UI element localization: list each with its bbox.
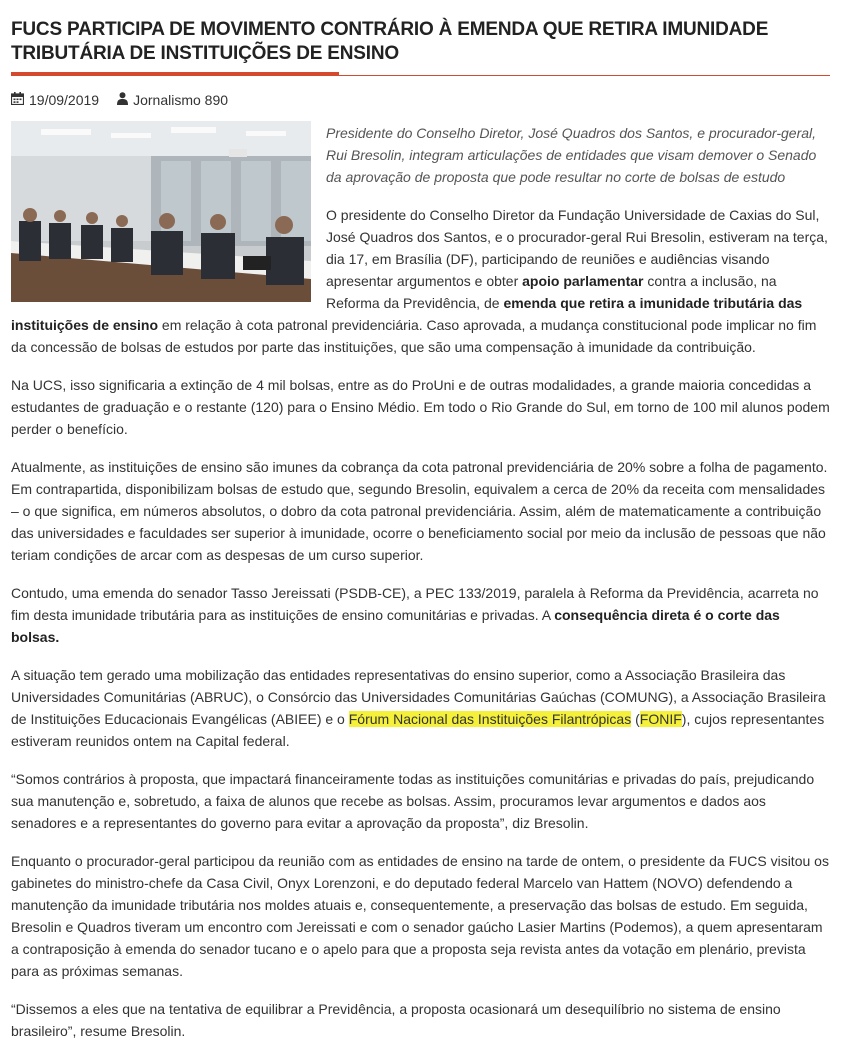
date-meta bbox=[11, 92, 99, 108]
p5-text-mid: ( bbox=[631, 711, 640, 727]
user-icon bbox=[117, 92, 128, 108]
article-body bbox=[11, 204, 831, 1058]
p1-text-b: contra a inclusão, na Reforma da Previdência, de bbox=[326, 273, 777, 311]
p1-text-a: O presidente do Conselho Diretor da Fundação Universidade de Caxias do Sul, José Quadros dos Santos, e o procurador-geral Rui Bresolin, estiveram na terça, dia 17, em Brasília (DF), participando de reuniões e audiências visando apresentar argumentos e obter bbox=[326, 207, 828, 289]
article-author: Jornalismo 890 bbox=[133, 92, 229, 108]
author-meta bbox=[117, 92, 228, 108]
p1-bold-a: apoio parlamentar bbox=[522, 273, 644, 289]
paragraph-2: Na UCS, isso significaria a extinção de 4 mil bolsas, entre as do ProUni e de outras modalidades, a grande maioria concedidas a estudantes de graduação e o restante (120) para o Ensino Médio. Em todo o Rio Grande do Sul, em torno de 100 mil alunos podem perder o benefício. bbox=[11, 377, 830, 437]
p1-text-c: em relação à cota patronal previdenciária. Caso aprovada, a mudança constitucional pode implicar no fim da concessão de bolsas de estudos por parte das instituições, que são uma compensação à imunidade da contribuição. bbox=[11, 317, 817, 355]
paragraph-4 bbox=[11, 582, 831, 648]
p4-text: Contudo, uma emenda do senador Tasso Jereissati (PSDB-CE), a PEC 133/2019, paralela à Reforma da Previdência, acarreta no fim desta imunidade tributária para as instituições de ensino comunitárias e privadas. A bbox=[11, 585, 819, 623]
paragraph-7: Enquanto o procurador-geral participou da reunião com as entidades de ensino na tarde de ontem, o presidente da FUCS visitou os gabinetes do ministro-chefe da Casa Civil, Onyx Lorenzoni, e do deputado federal Marcelo van Hattem (NOVO) defendendo a manutenção da imunidade tributária nos moldes atuais e, consequentemente, a preservação das bolsas de estudo. Em seguida, Bresolin e Quadros tiveram um encontro com Jereissati e com o senador gaúcho Lasier Martins (Podemos), a quem apresentaram a contraposição à emenda do senador tucano e o apelo para que a proposta seja revista antes da votação em plenário, prevista para as próximas semanas. bbox=[11, 853, 829, 979]
fonif-acronym-highlight: FONIF bbox=[639, 711, 682, 727]
p1-bold-b: emenda que retira a imunidade tributária das instituições de ensino bbox=[11, 295, 803, 333]
p5-text-a: A situação tem gerado uma mobilização das entidades representativas do ensino superior, como a Associação Brasileira das Universidades Comunitárias (ABRUC), o Consórcio das Universidades Comunitárias Gaúchas (COMUNG), a Associação Brasileira de Instituições Educacionais Evangélicas (ABIEE) e o bbox=[11, 667, 826, 727]
article-meta bbox=[11, 92, 246, 108]
paragraph-8: “Dissemos a eles que na tentativa de equilibrar a Previdência, a proposta ocasionará um desequilíbrio no sistema de ensino brasileiro”, resume Bresolin. bbox=[11, 1001, 781, 1039]
paragraph-6: “Somos contrários à proposta, que impactará financeiramente todas as instituições comunitárias e privadas do país, prejudicando sua manutenção e, sobretudo, a faixa de alunos que recebe as bolsas. Assim, procuramos levar argumentos e dados aos senadores e a representantes do governo para evitar a aprovação da proposta”, diz Bresolin. bbox=[11, 771, 815, 831]
fonif-name-highlight: Fórum Nacional das Instituições Filantrópicas bbox=[348, 711, 632, 727]
title-accent-bar bbox=[11, 72, 339, 76]
article-date: 19/09/2019 bbox=[29, 92, 100, 108]
p5-text-end: ), cujos representantes estiveram reunidos ontem na Capital federal. bbox=[11, 711, 825, 749]
p4-bold: consequência direta é o corte das bolsas. bbox=[11, 607, 780, 645]
article-title: FUCS PARTICIPA DE MOVIMENTO CONTRÁRIO À EMENDA QUE RETIRA IMUNIDADE TRIBUTÁRIA DE INSTITUIÇÕES DE ENSINO bbox=[11, 19, 769, 64]
photo-caption: Presidente do Conselho Diretor, José Quadros dos Santos, e procurador-geral, Rui Bresolin, integram articulações de entidades que visam demover o Senado da aprovação de proposta que pode resultar no corte de bolsas de estudo bbox=[326, 125, 817, 185]
paragraph-5 bbox=[11, 664, 831, 752]
image-float-spacer bbox=[11, 204, 326, 302]
paragraph-3: Atualmente, as instituições de ensino são imunes da cobrança da cota patronal previdenciária de 20% sobre a folha de pagamento. Em contrapartida, disponibilizam bolsas de estudo que, segundo Bresolin, equivalem a cerca de 20% da receita com mensalidades – o que significa, em números absolutos, o dobro da cota patronal previdenciária. Assim, além de matematicamente a contribuição das universidades e faculdades ser superior à imunidade, ocorre o beneficiamento social por meio da inclusão de pessoas que não teriam condições de arcar com as despesas de um curso superior. bbox=[11, 459, 828, 563]
calendar-icon bbox=[11, 92, 24, 108]
